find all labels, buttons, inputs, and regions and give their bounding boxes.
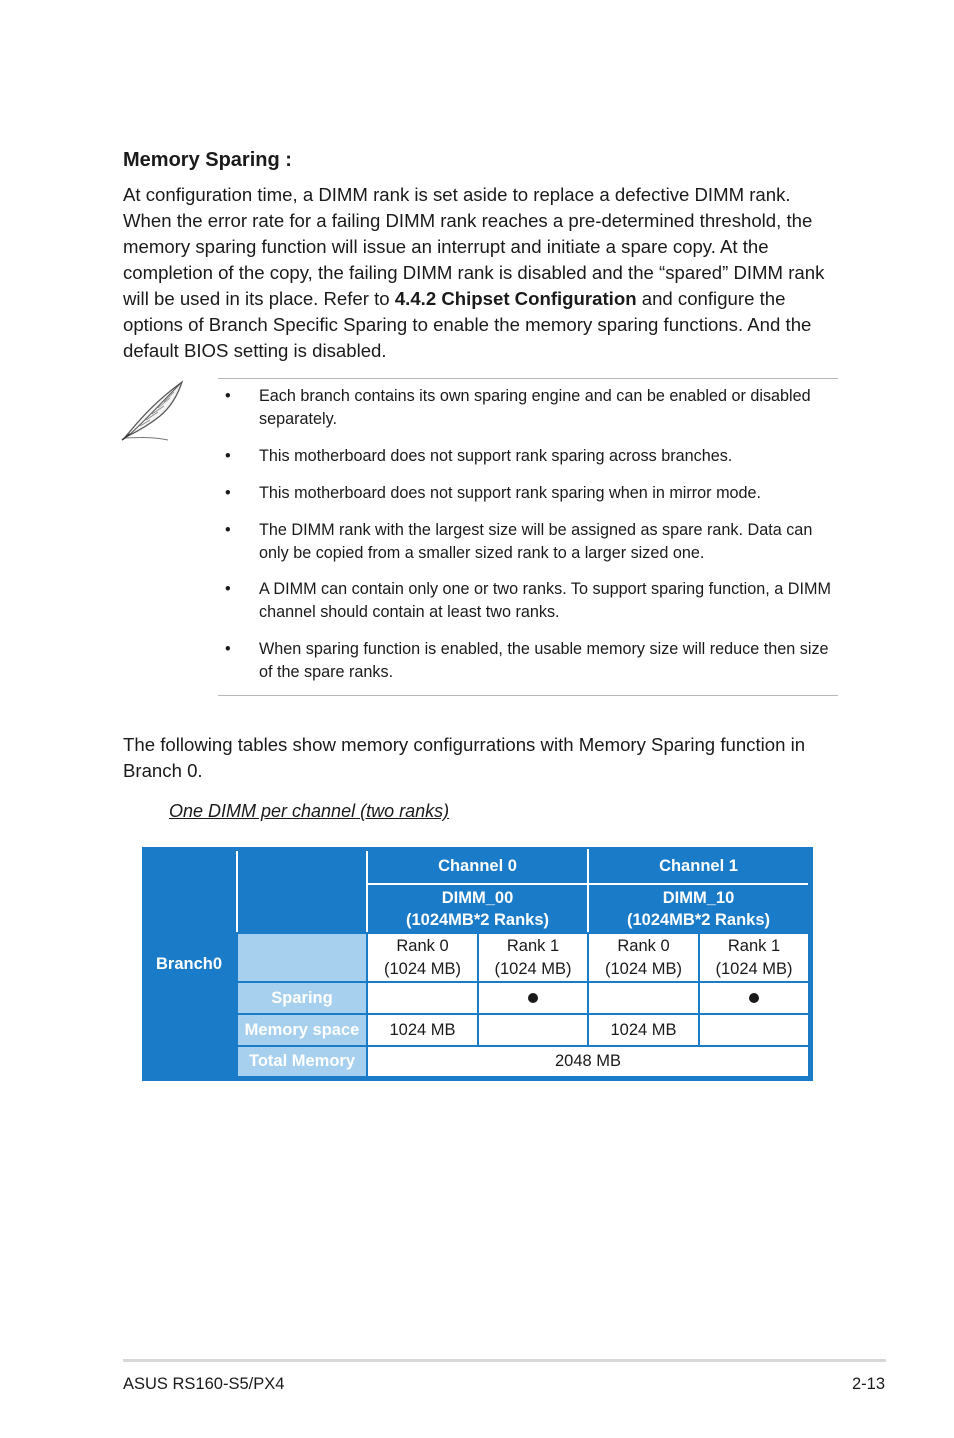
sparing-cell: [368, 983, 477, 1013]
rank-cell: [700, 934, 808, 981]
table-caption: One DIMM per channel (two ranks): [169, 801, 450, 821]
sparing-row-label: Sparing: [238, 983, 366, 1013]
dimm-header: [368, 885, 587, 932]
table-intro-paragraph: The following tables show memory configurrations with Memory Sparing function in Branch 0.: [123, 734, 806, 781]
sparing-cell: [700, 983, 808, 1013]
bullet: •: [225, 521, 231, 539]
rank-name: Rank 1: [506, 936, 560, 955]
footer-product-name: ASUS RS160-S5/PX4: [123, 1375, 285, 1393]
bullet: •: [225, 640, 231, 658]
dimm-header: [589, 885, 808, 932]
sparing-cell: [479, 983, 587, 1013]
memory-space-cell: 1024 MB: [589, 1015, 698, 1045]
bullet: •: [225, 447, 231, 465]
note-text: This motherboard does not support rank sparing across branches.: [259, 447, 733, 465]
channel-header: Channel 0: [438, 857, 517, 875]
rank-row-label: [238, 934, 366, 981]
rank-cell: [368, 934, 477, 981]
memory-space-cell: 1024 MB: [368, 1015, 477, 1045]
intro-text-after: and configure the options of Branch Specific Sparing to enable the memory sparing functions. And the default BIOS setting is disabled.: [123, 288, 812, 361]
rank-cell: [479, 934, 587, 981]
bullet: •: [225, 387, 231, 405]
footer-page-number: 2-13: [852, 1375, 886, 1393]
dimm-name: DIMM_00: [441, 888, 514, 907]
memory-space-row-label: Memory space: [238, 1015, 366, 1045]
feather-quill-icon: [120, 378, 186, 444]
bullet: •: [225, 484, 231, 502]
total-memory-row-label: Total Memory: [238, 1047, 366, 1076]
divider: [236, 851, 238, 932]
rank-size: (1024 MB): [604, 959, 683, 978]
rank-size: (1024 MB): [494, 959, 572, 978]
branch-label: Branch0: [155, 955, 223, 973]
rank-size: (1024 MB): [715, 959, 793, 978]
footer-divider: [123, 1359, 886, 1362]
note-text: This motherboard does not support rank sparing when in mirror mode.: [259, 484, 762, 502]
memory-space-cell: [700, 1015, 808, 1045]
rank-size: (1024 MB): [383, 959, 462, 978]
sparing-cell: [589, 983, 698, 1013]
note-text: A DIMM can contain only one or two ranks. To support sparing function, a DIMM channel should contain at least two ranks.: [259, 580, 831, 621]
channel-header: Channel 1: [659, 857, 738, 875]
section-heading: Memory Sparing :: [123, 149, 292, 171]
sparing-dot-icon: [749, 993, 759, 1003]
rank-name: Rank 1: [727, 936, 781, 955]
rank-name: Rank 0: [617, 936, 670, 955]
dimm-size: (1024MB*2 Ranks): [626, 910, 771, 929]
intro-text-before: At configuration time, a DIMM rank is set aside to replace a defective DIMM rank. When the error rate for a failing DIMM rank reaches a pre-determined threshold, the memory sparing function will issue an interrupt and initiate a spare copy. At the completion of the copy, the failing DIMM rank is disabled and the “spared” DIMM rank will be used in its place. Refer to: [123, 184, 825, 309]
sparing-dot-icon: [528, 993, 538, 1003]
rank-name: Rank 0: [396, 936, 449, 955]
intro-paragraph: [123, 182, 843, 364]
note-box: [218, 378, 838, 696]
dimm-name: DIMM_10: [662, 888, 735, 907]
note-text: When sparing function is enabled, the usable memory size will reduce then size of the spare ranks.: [259, 640, 829, 681]
note-text: Each branch contains its own sparing engine and can be enabled or disabled separately.: [259, 387, 811, 428]
dimm-size: (1024MB*2 Ranks): [405, 910, 550, 929]
note-text: The DIMM rank with the largest size will be assigned as spare rank. Data can only be copied from a smaller sized rank to a larger sized one.: [259, 521, 813, 562]
rank-cell: [589, 934, 698, 981]
memory-space-cell: [479, 1015, 587, 1045]
chipset-config-reference: 4.4.2 Chipset Configuration: [394, 288, 637, 309]
bullet: •: [225, 580, 231, 598]
total-memory-cell: 2048 MB: [368, 1047, 808, 1076]
